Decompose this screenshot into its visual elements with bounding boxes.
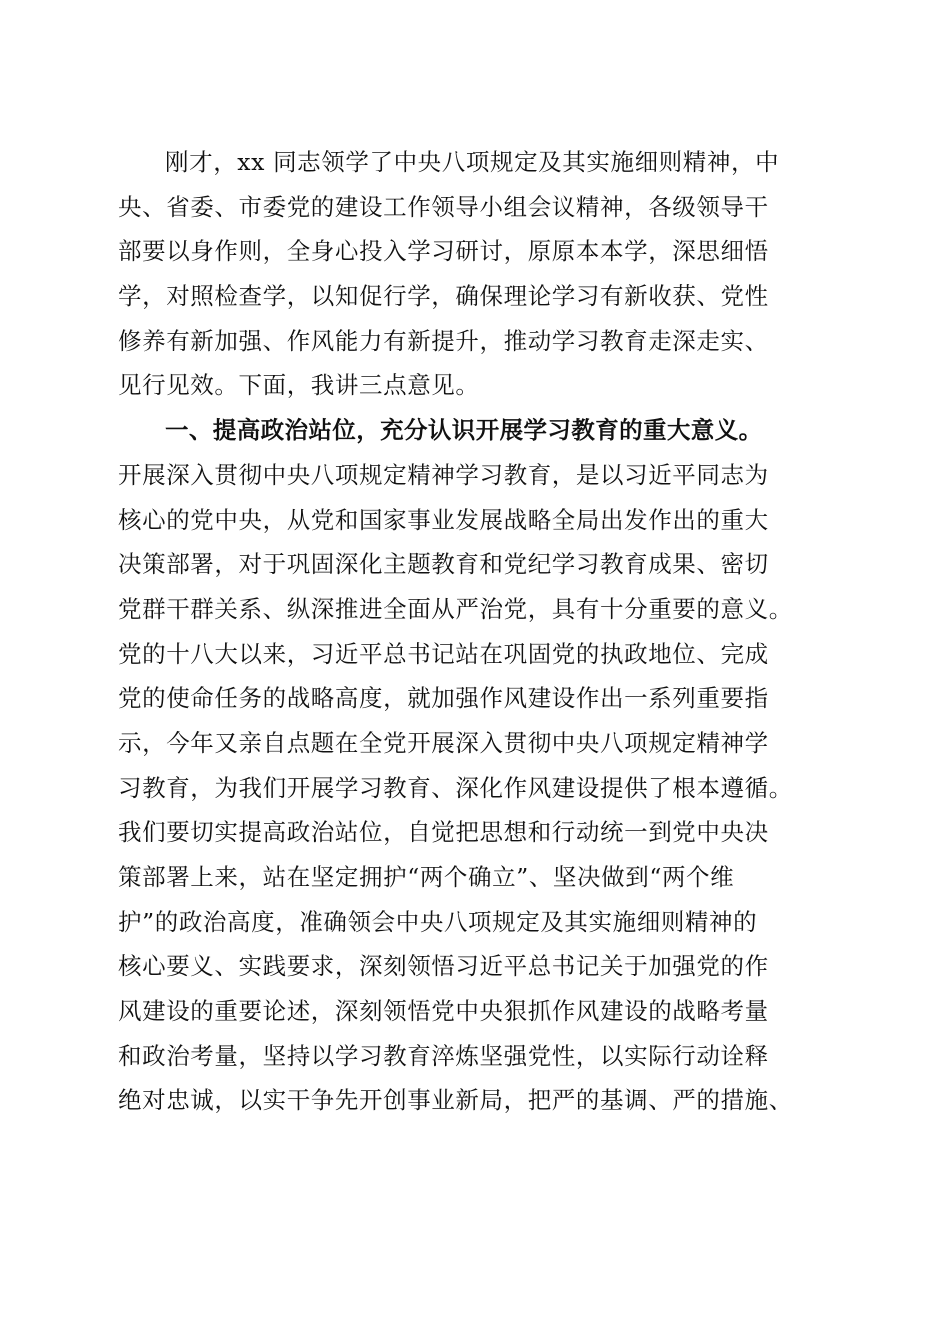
text-line: 核心的党中央，从党和国家事业发展战略全局出发作出的重大 xyxy=(118,505,769,534)
text-line: 和政治考量，坚持以学习教育淬炼坚强党性，以实际行动诠释 xyxy=(118,1041,769,1070)
text-line: 见行见效。下面，我讲三点意见。 xyxy=(118,371,480,400)
text-line: 党的使命任务的战略高度，就加强作风建设作出一系列重要指 xyxy=(118,684,769,713)
text-line: 学，对照检查学，以知促行学，确保理论学习有新收获、党性 xyxy=(118,282,769,311)
text-line: 绝对忠诚，以实干争先开创事业新局，把严的基调、严的措施、 xyxy=(118,1086,793,1115)
text-line: 党的十八大以来，习近平总书记站在巩固党的执政地位、完成 xyxy=(118,639,769,668)
paragraph-opening xyxy=(118,140,828,408)
text-line: 央、省委、市委党的建设工作领导小组会议精神，各级领导干 xyxy=(118,192,769,221)
text-line: 刚才，xx 同志领学了中央八项规定及其实施细则精神，中 xyxy=(165,148,780,176)
text-line: 我们要切实提高政治站位，自觉把思想和行动统一到党中央决 xyxy=(118,818,769,847)
section-heading-1 xyxy=(118,408,828,453)
text-line: 决策部署，对于巩固深化主题教育和党纪学习教育成果、密切 xyxy=(118,550,769,579)
document-body xyxy=(118,140,828,1123)
text-line: 修养有新加强、作风能力有新提升，推动学习教育走深走实、 xyxy=(118,326,769,355)
heading-line: 一、提高政治站位，充分认识开展学习教育的重大意义。 xyxy=(165,416,763,445)
text-line: 习教育，为我们开展学习教育、深化作风建设提供了根本遵循。 xyxy=(118,773,793,802)
text-line: 策部署上来，站在坚定拥护“两个确立”、坚决做到“两个维 xyxy=(118,863,735,891)
text-line: 部要以身作则，全身心投入学习研讨，原原本本学，深思细悟 xyxy=(118,237,769,266)
text-line: 党群干群关系、纵深推进全面从严治党，具有十分重要的意义。 xyxy=(118,594,793,623)
paragraph-section-1-body xyxy=(118,453,828,1123)
text-line: 护”的政治高度，准确领会中央八项规定及其实施细则精神的 xyxy=(118,907,758,936)
text-line: 开展深入贯彻中央八项规定精神学习教育，是以习近平同志为 xyxy=(118,460,769,489)
text-line: 核心要义、实践要求，深刻领悟习近平总书记关于加强党的作 xyxy=(118,952,769,981)
text-line: 风建设的重要论述，深刻领悟党中央狠抓作风建设的战略考量 xyxy=(118,997,769,1026)
text-line: 示，今年又亲自点题在全党开展深入贯彻中央八项规定精神学 xyxy=(118,728,769,757)
